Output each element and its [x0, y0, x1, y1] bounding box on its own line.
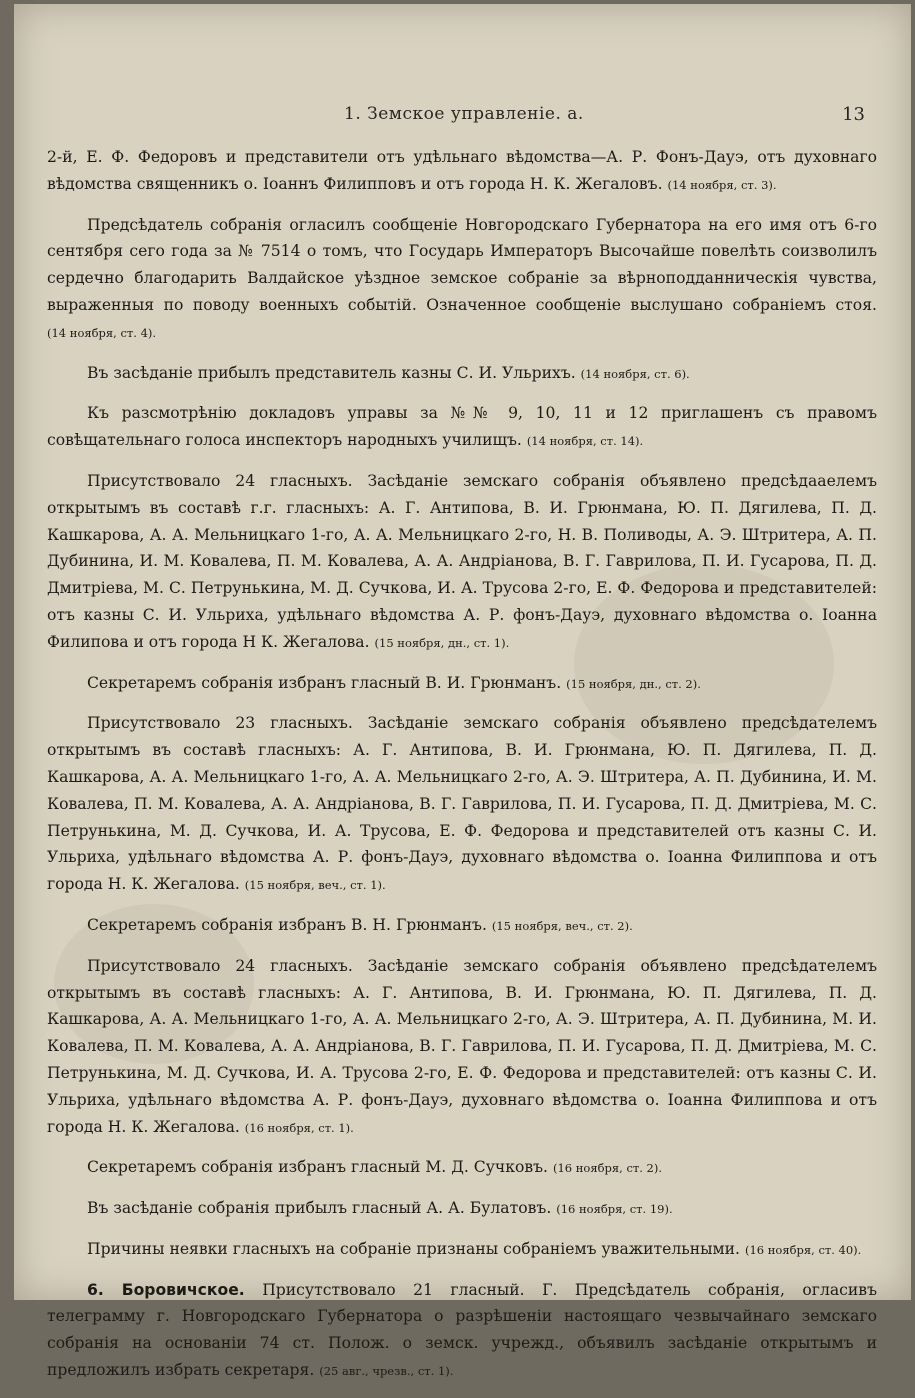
paragraph-text: Присутствовало 21 гласный. Г. Предсѣдатель собранія, огласивъ телеграмму г. Новгородскаго Губернатора о разрѣшеніи настоящаго чезвычайнаго земскаго собранія на основаніи 74 ст. Полож. о земск. учрежд., объявилъ засѣданіе открытымъ и предложилъ избрать секретаря. [47, 1280, 877, 1380]
paragraph [47, 912, 877, 940]
paragraph [47, 1277, 877, 1385]
paragraph-reference: (14 ноября, ст. 6). [580, 366, 690, 381]
paragraph [47, 1236, 877, 1264]
paragraph-reference: (16 ноября, ст. 2). [552, 1161, 663, 1176]
paragraph [47, 710, 877, 899]
paragraph-reference: (16 ноября, ст. 1). [244, 1120, 354, 1135]
paragraph-reference: (14 ноября, ст. 14). [526, 434, 644, 449]
paragraph-text: Въ засѣданіе прибылъ представитель казны С. И. Ульрихъ. [87, 363, 581, 382]
paragraph [47, 1154, 877, 1182]
paragraph-reference: (15 ноября, веч., ст. 2). [491, 918, 633, 933]
paragraph [47, 144, 877, 199]
paragraph-text: Секретаремъ собранія избранъ В. Н. Грюнманъ. [87, 915, 492, 934]
paragraph-text: 2-й, Е. Ф. Федоровъ и представители отъ удѣльнаго вѣдомства—А. Р. Фонъ-Дауэ, отъ духовнаго вѣдомства священникъ о. Іоаннъ Филипповъ и отъ города Н. К. Жегаловъ. [47, 148, 877, 193]
page-number: 13 [842, 104, 865, 125]
paragraph-reference: (25 авг., чрезв., ст. 1). [319, 1364, 454, 1379]
paragraph-text: Присутствовало 23 гласныхъ. Засѣданіе земскаго собранія объявлено предсѣдателемъ открытымъ въ составѣ гласныхъ: А. Г. Антипова, В. И. Грюнмана, Ю. П. Дягилева, П. Д. Кашкарова, А. А. Мельницкаго 1-го, А. А. Мельницкаго 2-го, А. Э. Штритера, А. П. Дубинина, И. М. Ковалева, П. М. Ковалева, А. А. Андріанова, В. Г. Гаврилова, П. И. Гусарова, П. Д. Дмитріева, М. С. Петрунькина, М. Д. Сучкова, И. А. Трусова, Е. Ф. Федорова и представителей отъ казны С. И. Ульриха, удѣльнаго вѣдомства А. Р. фонъ-Дауэ, духовнаго вѣдомства о. Іоанна Филиппова и отъ города Н. К. Жегалова. [47, 714, 877, 894]
paragraph [47, 360, 877, 388]
paragraph-reference: (16 ноября, ст. 40). [744, 1242, 862, 1257]
paragraph [47, 1195, 877, 1223]
paragraph [47, 468, 877, 657]
district-heading: 6. Боровичское. [87, 1280, 245, 1299]
paragraph [47, 400, 877, 455]
document-body [47, 144, 877, 1398]
paragraph [47, 953, 877, 1142]
paragraph-text: Причины неявки гласныхъ на собраніе признаны собраніемъ уважительными. [87, 1239, 745, 1258]
paragraph-text: Къ разсмотрѣнію докладовъ управы за №№ 9, 10, 11 и 12 приглашенъ съ правомъ совѣщательнаго голоса инспекторъ народныхъ училищъ. [47, 404, 877, 450]
paragraph-text: Предсѣдатель собранія огласилъ сообщеніе Новгородскаго Губернатора на его имя отъ 6-го сентября сего года за № 7514 о томъ, что Государь Императоръ Высочайше повелѣть соизволилъ сердечно благодарить Валдайское уѣздное земское собраніе за вѣрноподданническія чувства, выраженныя по поводу военныхъ событій. Означенное сообщеніе выслушано собраніемъ стоя. [47, 215, 877, 314]
paragraph-text: Присутствовало 24 гласныхъ. Засѣданіе земскаго собранія объявлено предсѣдателемъ открытымъ въ составѣ гласныхъ: А. Г. Антипова, В. И. Грюнмана, Ю. П. Дягилева, П. Д. Кашкарова, А. А. Мельницкаго 1-го, А. А. Мельницкаго 2-го, А. Э. Штритера, А. П. Дубинина, М. И. Ковалева, П. М. Ковалева, А. А. Андріанова, В. Г. Гаврилова, П. И. Гусарова, П. Д. Дмитріева, М. С. Петрунькина, М. Д. Сучкова, И. А. Трусова 2-го, Е. Ф. Федорова и представителей: отъ казны С. И. Ульриха, удѣльнаго вѣдомства А. Р. фонъ-Дауэ, духовнаго вѣдомства о. Іоанна Филиппова и отъ города Н. К. Жегалова. [47, 956, 877, 1136]
section-title: 1. Земское управленіе. а. [344, 104, 584, 124]
paragraph-reference: (14 ноября, ст. 3). [667, 177, 777, 192]
paragraph-reference: (16 ноября, ст. 19). [556, 1202, 673, 1217]
document-page [14, 4, 911, 1380]
paragraph-text: Въ засѣданіе собранія прибылъ гласный А. А. Булатовъ. [87, 1199, 557, 1218]
paragraph-reference: (14 ноября, ст. 4). [47, 325, 157, 340]
paragraph [47, 670, 877, 698]
paragraph-reference: (15 ноября, дн., ст. 2). [566, 676, 701, 691]
paragraph-text: Секретаремъ собранія избранъ гласный В. И. Грюнманъ. [87, 673, 567, 692]
paragraph-reference: (15 ноября, дн., ст. 1). [374, 635, 510, 650]
paragraph-text: Присутствовало 24 гласныхъ. Засѣданіе земскаго собранія объявлено предсѣдаaелемъ открытымъ въ составѣ г.г. гласныхъ: А. Г. Антипова, В. И. Грюнмана, Ю. П. Дягилева, П. Д. Кашкарова, А. А. Мельницкаго 1-го, А. А. Мельницкаго 2-го, Н. В. Поливоды, А. Э. Штритера, А. П. Дубинина, И. М. Ковалева, П. М. Ковалева, А. А. Андріанова, В. Г. Гаврилова, П. И. Гусарова, П. Д. Дмитріева, М. С. Петрунькина, М. Д. Сучкова, И. А. Трусова 2-го, Е. Ф. Федорова и представителей: отъ казны С. И. Ульриха, удѣльнаго вѣдомства А. Р. фонъ-Дауэ, духовнаго вѣдомства о. Іоанна Филипова и отъ города Н К. Жегалова. [47, 471, 877, 651]
paragraph [47, 212, 877, 347]
running-header [14, 104, 911, 130]
paragraph-reference: (15 ноября, веч., ст. 1). [244, 878, 386, 893]
paragraph-text: Секретаремъ собранія избранъ гласный М. Д. Сучковъ. [87, 1158, 553, 1177]
